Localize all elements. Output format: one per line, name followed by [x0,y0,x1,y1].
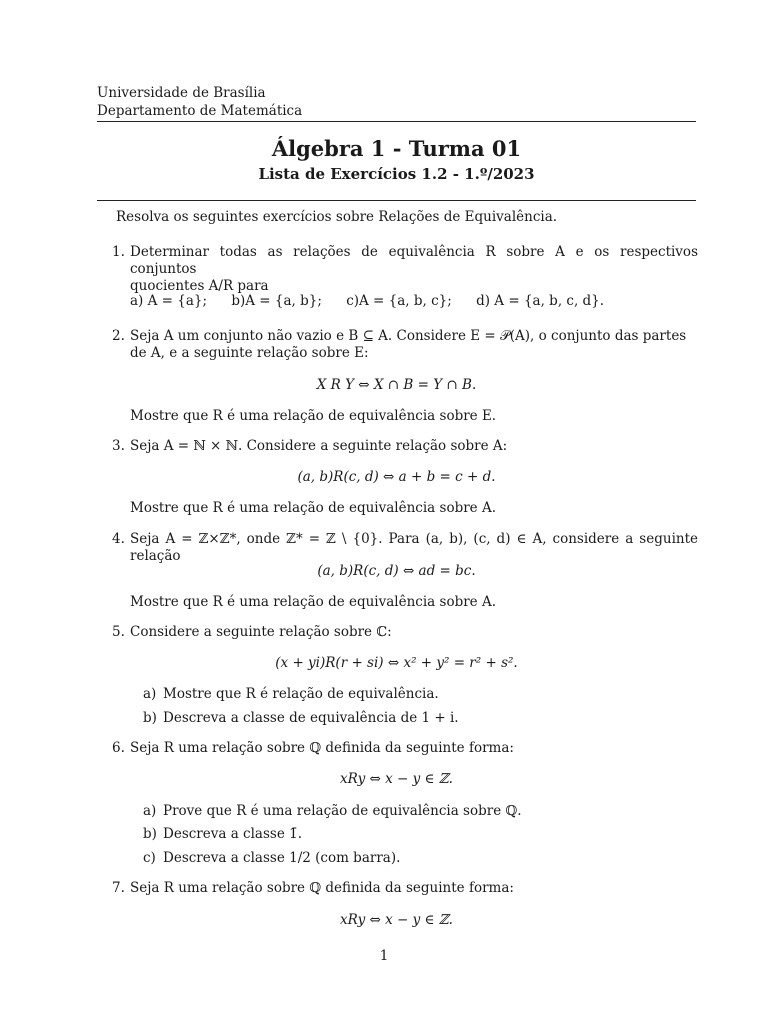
page-number: 1 [379,948,389,964]
option-c: c)A = {a, b, c}; [346,293,452,309]
sub-item [143,850,400,867]
institution-header [97,84,302,120]
equation: (a, b)R(c, d) ⇔ a + b = c + d. [297,469,496,485]
exercise-text-line: Seja A um conjunto não vazio e B ⊆ A. Considere E = 𝒫(A), o conjunto das partes [130,328,687,344]
intro-text: Resolva os seguintes exercícios sobre Relações de Equivalência. [116,209,558,225]
exercise-text-line: quocientes A/R para [130,278,269,294]
exercise-7 [112,880,698,897]
option-b: b)A = {a, b}; [231,293,322,309]
university-name: Universidade de Brasília [97,85,266,101]
exercise-number: 4. [112,531,125,547]
title-rule [97,200,696,201]
equation: (x + yi)R(r + si) ⇔ x² + y² = r² + s². [275,655,518,671]
sub-item-label: a) [143,686,157,702]
exercise-number: 7. [112,880,125,896]
exercise-5 [112,624,698,641]
sub-item [143,803,522,820]
sub-item [143,826,302,843]
sub-item-text: Descreva a classe de equivalência de 1 + i. [163,710,459,726]
exercise-text-line: Seja R uma relação sobre ℚ definida da seguinte forma: [130,880,514,896]
exercise-number: 1. [112,244,125,260]
sub-item-label: b) [143,710,157,726]
exercise-1-options [130,293,624,309]
exercise-number: 5. [112,624,125,640]
equation: xRy ⇔ x − y ∈ ℤ. [340,771,453,787]
equation: X R Y ⇔ X ∩ B = Y ∩ B. [316,377,477,393]
sub-item-text: Mostre que R é relação de equivalência. [163,686,439,702]
exercise-conclusion: Mostre que R é uma relação de equivalência sobre E. [130,408,497,424]
page-title: Álgebra 1 - Turma 01 [271,136,522,161]
exercise-1 [112,244,698,295]
exercise-6 [112,740,698,757]
exercise-text-line: Seja R uma relação sobre ℚ definida da seguinte forma: [130,740,514,756]
equation: (a, b)R(c, d) ⇔ ad = bc. [317,563,476,579]
exercise-conclusion: Mostre que R é uma relação de equivalência sobre A. [130,594,496,610]
equation: xRy ⇔ x − y ∈ ℤ. [340,912,453,928]
sub-item-label: c) [143,850,156,866]
sub-item [143,710,459,727]
exercise-number: 3. [112,438,125,454]
exercise-number: 2. [112,328,125,344]
exercise-number: 6. [112,740,125,756]
exercise-text-line: Considere a seguinte relação sobre ℂ: [130,624,392,640]
sub-item-label: b) [143,826,157,842]
exercise-text-line: Determinar todas as relações de equivalência R sobre A e os respectivos conjuntos [130,244,698,277]
sub-item-text: Descreva a classe 1̄. [163,826,302,842]
sub-item-label: a) [143,803,157,819]
exercise-3 [112,438,698,455]
exercise-text-line: Seja A = ℤ×ℤ*, onde ℤ* = ℤ \ {0}. Para (a, b), (c, d) ∈ A, considere a seguinte relação [130,531,698,564]
sub-item-text: Descreva a classe 1/2 (com barra). [163,850,401,866]
page-subtitle: Lista de Exercícios 1.2 - 1.º/2023 [258,165,535,183]
exercise-4 [112,531,698,565]
exercise-conclusion: Mostre que R é uma relação de equivalência sobre A. [130,500,496,516]
header-rule [97,121,696,122]
sub-item [143,686,439,703]
option-a: a) A = {a}; [130,293,208,309]
option-d: d) A = {a, b, c, d}. [476,293,605,309]
department-name: Departamento de Matemática [97,103,303,119]
exercise-text-line: de A, e a seguinte relação sobre E: [130,345,369,361]
sub-item-text: Prove que R é uma relação de equivalência sobre ℚ. [163,803,522,819]
exercise-text-line: Seja A = ℕ × ℕ. Considere a seguinte relação sobre A: [130,438,508,454]
exercise-2 [112,328,698,362]
